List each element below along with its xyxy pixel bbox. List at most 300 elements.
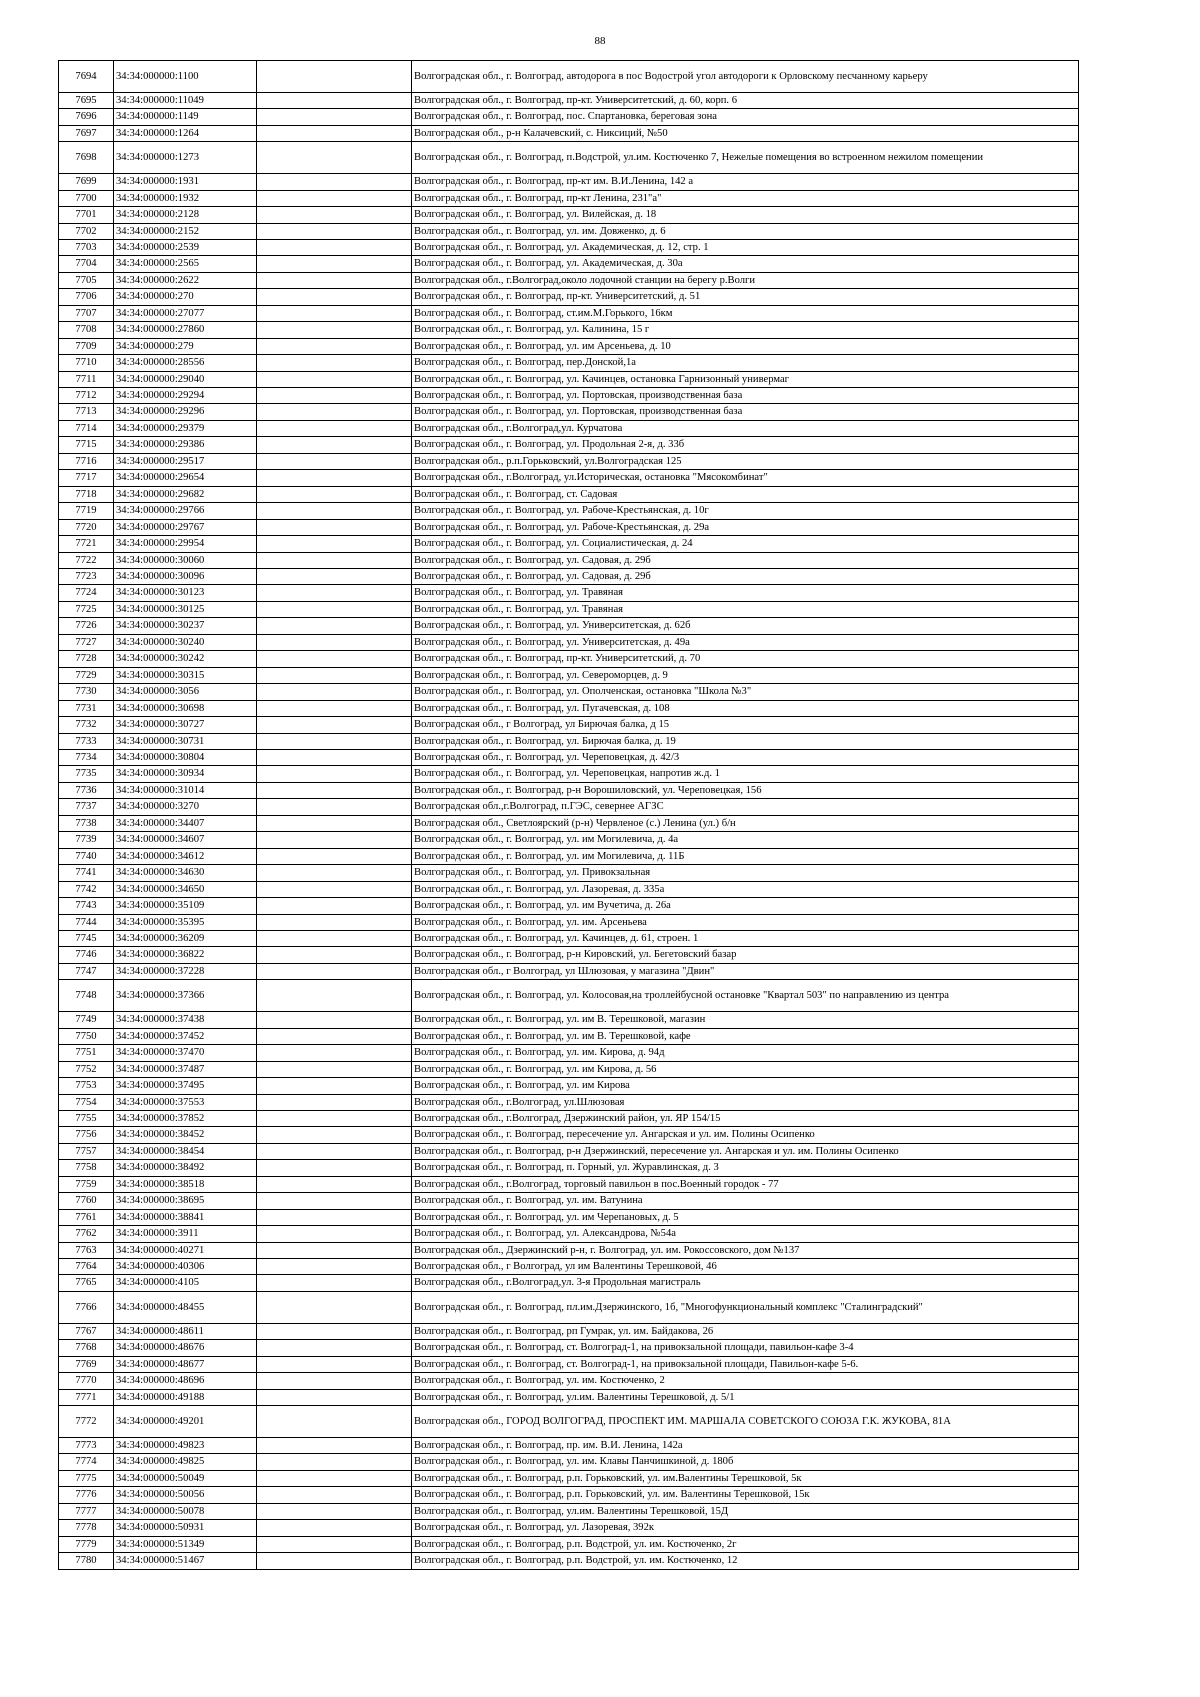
- address-cell: Волгоградская обл., г. Волгоград, ст. Волгоград-1, на привокзальной площади, Павильон-кафе 5-6.: [412, 1356, 1079, 1372]
- row-number-cell: 7736: [59, 782, 114, 798]
- table-row: [59, 125, 1079, 141]
- address-cell: Волгоградская обл., г. Волгоград, ул. им Кирова: [412, 1078, 1079, 1094]
- table-row: [59, 667, 1079, 683]
- address-cell: Волгоградская обл., г. Волгоград, пр-кт. Университетский, д. 51: [412, 289, 1079, 305]
- empty-cell: [257, 503, 412, 519]
- table-row: [59, 92, 1079, 108]
- row-number-cell: 7752: [59, 1061, 114, 1077]
- address-cell: Волгоградская обл., г. Волгоград, ул. Социалистическая, д. 24: [412, 536, 1079, 552]
- address-cell: Волгоградская обл., г. Волгоград, р.п. Водстрой, ул. им. Костюченко, 2г: [412, 1536, 1079, 1552]
- address-cell: Волгоградская обл., г. Волгоград, ул. Череповецкая, д. 42/3: [412, 750, 1079, 766]
- empty-cell: [257, 848, 412, 864]
- empty-cell: [257, 1226, 412, 1242]
- row-number-cell: 7755: [59, 1110, 114, 1126]
- table-row: [59, 1160, 1079, 1176]
- row-number-cell: 7707: [59, 305, 114, 321]
- row-number-cell: 7698: [59, 142, 114, 174]
- address-cell: Волгоградская обл., г. Волгоград, ул. Александрова, №54а: [412, 1226, 1079, 1242]
- empty-cell: [257, 898, 412, 914]
- cadastral-number-cell: 34:34:000000:1931: [114, 174, 257, 190]
- cadastral-number-cell: 34:34:000000:48611: [114, 1323, 257, 1339]
- empty-cell: [257, 142, 412, 174]
- empty-cell: [257, 684, 412, 700]
- table-row: [59, 1520, 1079, 1536]
- row-number-cell: 7764: [59, 1259, 114, 1275]
- address-cell: Волгоградская обл., г. Волгоград, ул. Лазоревая, 392к: [412, 1520, 1079, 1536]
- address-cell: Волгоградская обл., г. Волгоград, ул. им. Довженко, д. 6: [412, 223, 1079, 239]
- table-row: [59, 782, 1079, 798]
- address-cell: Волгоградская обл., г. Волгоград, ул. Травяная: [412, 585, 1079, 601]
- address-cell: Волгоградская обл., г. Волгоград, ст. Садовая: [412, 486, 1079, 502]
- cadastral-number-cell: 34:34:000000:30060: [114, 552, 257, 568]
- row-number-cell: 7715: [59, 437, 114, 453]
- table-row: [59, 109, 1079, 125]
- cadastral-number-cell: 34:34:000000:1100: [114, 61, 257, 93]
- empty-cell: [257, 585, 412, 601]
- cadastral-number-cell: 34:34:000000:30242: [114, 651, 257, 667]
- cadastral-number-cell: 34:34:000000:1149: [114, 109, 257, 125]
- empty-cell: [257, 453, 412, 469]
- cadastral-number-cell: 34:34:000000:30731: [114, 733, 257, 749]
- address-cell: Волгоградская обл., г.Волгоград,около лодочной станции на берегу р.Волги: [412, 272, 1079, 288]
- address-cell: Волгоградская обл., г Волгоград, ул Шлюзовая, у магазина "Двин": [412, 963, 1079, 979]
- empty-cell: [257, 190, 412, 206]
- row-number-cell: 7726: [59, 618, 114, 634]
- table-row: [59, 1193, 1079, 1209]
- address-cell: Волгоградская обл., г. Волгоград, пл.им.Дзержинского, 1б, "Многофункциональный комплекс "Сталинградский": [412, 1291, 1079, 1323]
- row-number-cell: 7753: [59, 1078, 114, 1094]
- empty-cell: [257, 766, 412, 782]
- address-cell: Волгоградская обл., г. Волгоград, ул. Лазоревая, д. 335а: [412, 881, 1079, 897]
- table-row: [59, 1209, 1079, 1225]
- row-number-cell: 7735: [59, 766, 114, 782]
- empty-cell: [257, 1127, 412, 1143]
- empty-cell: [257, 832, 412, 848]
- table-row: [59, 1553, 1079, 1569]
- table-row: [59, 700, 1079, 716]
- row-number-cell: 7740: [59, 848, 114, 864]
- cadastral-number-cell: 34:34:000000:48677: [114, 1356, 257, 1372]
- cadastral-number-cell: 34:34:000000:37366: [114, 980, 257, 1012]
- address-cell: Волгоградская обл., г. Волгоград, ул. им В. Терешковой, магазин: [412, 1012, 1079, 1028]
- cadastral-number-cell: 34:34:000000:37452: [114, 1028, 257, 1044]
- address-cell: Волгоградская обл., г Волгоград, ул Бирючая балка, д 15: [412, 717, 1079, 733]
- table-row: [59, 1226, 1079, 1242]
- table-row: [59, 223, 1079, 239]
- address-cell: Волгоградская обл., г. Волгоград, ул. Университетская, д. 62б: [412, 618, 1079, 634]
- table-row: [59, 585, 1079, 601]
- empty-cell: [257, 1028, 412, 1044]
- table-row: [59, 766, 1079, 782]
- row-number-cell: 7721: [59, 536, 114, 552]
- address-cell: Волгоградская обл., г. Волгоград, пер.Донской,1а: [412, 355, 1079, 371]
- row-number-cell: 7743: [59, 898, 114, 914]
- empty-cell: [257, 239, 412, 255]
- empty-cell: [257, 1323, 412, 1339]
- table-row: [59, 207, 1079, 223]
- table-row: [59, 1061, 1079, 1077]
- cadastral-number-cell: 34:34:000000:29682: [114, 486, 257, 502]
- address-cell: Волгоградская обл., г. Волгоград, ул. Калинина, 15 г: [412, 322, 1079, 338]
- empty-cell: [257, 486, 412, 502]
- cadastral-number-cell: 34:34:000000:27077: [114, 305, 257, 321]
- row-number-cell: 7771: [59, 1389, 114, 1405]
- address-cell: Волгоградская обл., г.Волгоград,ул. Курчатова: [412, 420, 1079, 436]
- address-cell: Волгоградская обл., г. Волгоград, р.п. Горьковский, ул. им. Валентины Терешковой, 15к: [412, 1487, 1079, 1503]
- table-row: [59, 453, 1079, 469]
- table-row: [59, 717, 1079, 733]
- page-number: 88: [594, 35, 606, 47]
- row-number-cell: 7745: [59, 930, 114, 946]
- row-number-cell: 7754: [59, 1094, 114, 1110]
- empty-cell: [257, 1454, 412, 1470]
- empty-cell: [257, 207, 412, 223]
- empty-cell: [257, 1340, 412, 1356]
- row-number-cell: 7739: [59, 832, 114, 848]
- address-cell: Волгоградская обл., г. Волгоград, ул. Портовская, производственная база: [412, 404, 1079, 420]
- empty-cell: [257, 1242, 412, 1258]
- empty-cell: [257, 305, 412, 321]
- row-number-cell: 7776: [59, 1487, 114, 1503]
- row-number-cell: 7695: [59, 92, 114, 108]
- table-row: [59, 142, 1079, 174]
- address-cell: Волгоградская обл., г. Волгоград, р-н Дзержинский, пересечение ул. Ангарская и ул. им. Полины Осипенко: [412, 1143, 1079, 1159]
- table-row: [59, 1143, 1079, 1159]
- table-row: [59, 1323, 1079, 1339]
- empty-cell: [257, 1503, 412, 1519]
- row-number-cell: 7705: [59, 272, 114, 288]
- cadastral-number-cell: 34:34:000000:34607: [114, 832, 257, 848]
- address-cell: Волгоградская обл., г. Волгоград, р.п. Горьковский, ул. им.Валентины Терешковой, 5к: [412, 1470, 1079, 1486]
- table-row: [59, 832, 1079, 848]
- cadastral-number-cell: 34:34:000000:40306: [114, 1259, 257, 1275]
- table-row: [59, 355, 1079, 371]
- empty-cell: [257, 1110, 412, 1126]
- cadastral-number-cell: 34:34:000000:30934: [114, 766, 257, 782]
- row-number-cell: 7702: [59, 223, 114, 239]
- address-cell: Волгоградская обл., г. Волгоград, ул. Качинцев, д. 61, строен. 1: [412, 930, 1079, 946]
- address-cell: Волгоградская обл., г.Волгоград, ул.Историческая, остановка "Мясокомбинат": [412, 470, 1079, 486]
- table-row: [59, 486, 1079, 502]
- row-number-cell: 7768: [59, 1340, 114, 1356]
- empty-cell: [257, 733, 412, 749]
- address-cell: Волгоградская обл., г. Волгоград, ул. им Черепановых, д. 5: [412, 1209, 1079, 1225]
- row-number-cell: 7751: [59, 1045, 114, 1061]
- empty-cell: [257, 980, 412, 1012]
- empty-cell: [257, 881, 412, 897]
- address-cell: Волгоградская обл., ГОРОД ВОЛГОГРАД, ПРОСПЕКТ ИМ. МАРШАЛА СОВЕТСКОГО СОЮЗА Г.К. ЖУКОВА, 81А: [412, 1406, 1079, 1438]
- row-number-cell: 7720: [59, 519, 114, 535]
- row-number-cell: 7708: [59, 322, 114, 338]
- cadastral-number-cell: 34:34:000000:51467: [114, 1553, 257, 1569]
- address-cell: Волгоградская обл., г. Волгоград, ул. Университетская, д. 49а: [412, 634, 1079, 650]
- row-number-cell: 7780: [59, 1553, 114, 1569]
- cadastral-number-cell: 34:34:000000:29296: [114, 404, 257, 420]
- cadastral-number-cell: 34:34:000000:49825: [114, 1454, 257, 1470]
- cadastral-number-cell: 34:34:000000:29517: [114, 453, 257, 469]
- row-number-cell: 7767: [59, 1323, 114, 1339]
- address-cell: Волгоградская обл., г. Волгоград, ул. Колосовая,на троллейбусной остановке "Квартал 503" по направлению из центра: [412, 980, 1079, 1012]
- table-row: [59, 733, 1079, 749]
- empty-cell: [257, 355, 412, 371]
- row-number-cell: 7727: [59, 634, 114, 650]
- cadastral-number-cell: 34:34:000000:270: [114, 289, 257, 305]
- empty-cell: [257, 1291, 412, 1323]
- address-cell: Волгоградская обл., г. Волгоград, ул. Рабоче-Крестьянская, д. 10г: [412, 503, 1079, 519]
- empty-cell: [257, 1470, 412, 1486]
- address-cell: Волгоградская обл., г. Волгоград, ул. Академическая, д. 12, стр. 1: [412, 239, 1079, 255]
- empty-cell: [257, 1406, 412, 1438]
- cadastral-number-cell: 34:34:000000:37487: [114, 1061, 257, 1077]
- table-row: [59, 305, 1079, 321]
- empty-cell: [257, 700, 412, 716]
- cadastral-number-cell: 34:34:000000:30096: [114, 569, 257, 585]
- row-number-cell: 7749: [59, 1012, 114, 1028]
- cadastral-number-cell: 34:34:000000:1264: [114, 125, 257, 141]
- row-number-cell: 7759: [59, 1176, 114, 1192]
- cadastral-number-cell: 34:34:000000:51349: [114, 1536, 257, 1552]
- row-number-cell: 7709: [59, 338, 114, 354]
- row-number-cell: 7757: [59, 1143, 114, 1159]
- row-number-cell: 7733: [59, 733, 114, 749]
- empty-cell: [257, 1536, 412, 1552]
- empty-cell: [257, 536, 412, 552]
- row-number-cell: 7724: [59, 585, 114, 601]
- cadastral-number-cell: 34:34:000000:49188: [114, 1389, 257, 1405]
- address-cell: Волгоградская обл., г. Волгоград, ул. Академическая, д. 30а: [412, 256, 1079, 272]
- address-cell: Волгоградская обл., г. Волгоград, ул. Пугачевская, д. 108: [412, 700, 1079, 716]
- table-row: [59, 1259, 1079, 1275]
- row-number-cell: 7704: [59, 256, 114, 272]
- empty-cell: [257, 404, 412, 420]
- cadastral-number-cell: 34:34:000000:38492: [114, 1160, 257, 1176]
- table-row: [59, 815, 1079, 831]
- empty-cell: [257, 601, 412, 617]
- row-number-cell: 7777: [59, 1503, 114, 1519]
- address-cell: Волгоградская обл., Светлоярский (р-н) Червленое (с.) Ленина (ул.) б/н: [412, 815, 1079, 831]
- row-number-cell: 7762: [59, 1226, 114, 1242]
- table-row: [59, 1045, 1079, 1061]
- cadastral-number-cell: 34:34:000000:30698: [114, 700, 257, 716]
- table-row: [59, 1437, 1079, 1453]
- table-row: [59, 1356, 1079, 1372]
- table-row: [59, 404, 1079, 420]
- address-cell: Волгоградская обл., г.Волгоград,ул. 3-я Продольная магистраль: [412, 1275, 1079, 1291]
- cadastral-number-cell: 34:34:000000:38695: [114, 1193, 257, 1209]
- empty-cell: [257, 914, 412, 930]
- row-number-cell: 7728: [59, 651, 114, 667]
- cadastral-number-cell: 34:34:000000:35395: [114, 914, 257, 930]
- cadastral-number-cell: 34:34:000000:30315: [114, 667, 257, 683]
- empty-cell: [257, 92, 412, 108]
- table-row: [59, 239, 1079, 255]
- table-row: [59, 470, 1079, 486]
- empty-cell: [257, 388, 412, 404]
- cadastral-number-cell: 34:34:000000:29040: [114, 371, 257, 387]
- empty-cell: [257, 1356, 412, 1372]
- cadastral-number-cell: 34:34:000000:30727: [114, 717, 257, 733]
- address-cell: Волгоградская обл., г. Волгоград, ст. Волгоград-1, на привокзальной площади, павильон-кафе 3-4: [412, 1340, 1079, 1356]
- table-row: [59, 289, 1079, 305]
- cadastral-number-cell: 34:34:000000:34407: [114, 815, 257, 831]
- table-row: [59, 272, 1079, 288]
- empty-cell: [257, 1078, 412, 1094]
- address-cell: Волгоградская обл., г. Волгоград, пр. им. В.И. Ленина, 142а: [412, 1437, 1079, 1453]
- address-cell: Волгоградская обл., г. Волгоград, р-н Кировский, ул. Бегетовский базар: [412, 947, 1079, 963]
- cadastral-number-cell: 34:34:000000:2152: [114, 223, 257, 239]
- empty-cell: [257, 125, 412, 141]
- empty-cell: [257, 289, 412, 305]
- cadastral-number-cell: 34:34:000000:2128: [114, 207, 257, 223]
- cadastral-number-cell: 34:34:000000:48455: [114, 1291, 257, 1323]
- row-number-cell: 7773: [59, 1437, 114, 1453]
- row-number-cell: 7725: [59, 601, 114, 617]
- table-row: [59, 322, 1079, 338]
- table-row: [59, 1110, 1079, 1126]
- table-row: [59, 503, 1079, 519]
- empty-cell: [257, 1045, 412, 1061]
- row-number-cell: 7761: [59, 1209, 114, 1225]
- cadastral-number-cell: 34:34:000000:49201: [114, 1406, 257, 1438]
- row-number-cell: 7742: [59, 881, 114, 897]
- table-row: [59, 947, 1079, 963]
- row-number-cell: 7696: [59, 109, 114, 125]
- empty-cell: [257, 1259, 412, 1275]
- empty-cell: [257, 338, 412, 354]
- address-cell: Волгоградская обл., г. Волгоград, ул. Ополченская, остановка "Школа №3": [412, 684, 1079, 700]
- row-number-cell: 7694: [59, 61, 114, 93]
- address-cell: Волгоградская обл., г. Волгоград, п. Горный, ул. Журавлинская, д. 3: [412, 1160, 1079, 1176]
- empty-cell: [257, 470, 412, 486]
- cadastral-number-cell: 34:34:000000:49823: [114, 1437, 257, 1453]
- table-row: [59, 1454, 1079, 1470]
- cadastral-number-cell: 34:34:000000:37852: [114, 1110, 257, 1126]
- cadastral-number-cell: 34:34:000000:48676: [114, 1340, 257, 1356]
- cadastral-number-cell: 34:34:000000:30123: [114, 585, 257, 601]
- address-cell: Волгоградская обл., г. Волгоград, ул. Садовая, д. 29б: [412, 569, 1079, 585]
- row-number-cell: 7716: [59, 453, 114, 469]
- table-row: [59, 569, 1079, 585]
- table-row: [59, 552, 1079, 568]
- cadastral-number-cell: 34:34:000000:50049: [114, 1470, 257, 1486]
- cadastral-number-cell: 34:34:000000:27860: [114, 322, 257, 338]
- cadastral-number-cell: 34:34:000000:34630: [114, 865, 257, 881]
- cadastral-number-cell: 34:34:000000:4105: [114, 1275, 257, 1291]
- table-row: [59, 980, 1079, 1012]
- cadastral-number-cell: 34:34:000000:37470: [114, 1045, 257, 1061]
- cadastral-number-cell: 34:34:000000:29654: [114, 470, 257, 486]
- row-number-cell: 7741: [59, 865, 114, 881]
- address-cell: Волгоградская обл., г. Волгоград, р-н Ворошиловский, ул. Череповецкая, 156: [412, 782, 1079, 798]
- cadastral-number-cell: 34:34:000000:3911: [114, 1226, 257, 1242]
- cadastral-number-cell: 34:34:000000:29379: [114, 420, 257, 436]
- empty-cell: [257, 1094, 412, 1110]
- table-row: [59, 799, 1079, 815]
- empty-cell: [257, 750, 412, 766]
- empty-cell: [257, 1437, 412, 1453]
- row-number-cell: 7697: [59, 125, 114, 141]
- empty-cell: [257, 667, 412, 683]
- empty-cell: [257, 109, 412, 125]
- table-row: [59, 898, 1079, 914]
- empty-cell: [257, 223, 412, 239]
- table-row: [59, 865, 1079, 881]
- cadastral-number-cell: 34:34:000000:29386: [114, 437, 257, 453]
- address-cell: Волгоградская обл., г. Волгоград, пр-кт. Университетский, д. 60, корп. 6: [412, 92, 1079, 108]
- address-cell: Волгоградская обл., г. Волгоград, автодорога в пос Водострой угол автодороги к Орловскому песчанному карьеру: [412, 61, 1079, 93]
- address-cell: Волгоградская обл., г.Волгоград, Дзержинский район, ул. ЯР 154/15: [412, 1110, 1079, 1126]
- row-number-cell: 7718: [59, 486, 114, 502]
- address-cell: Волгоградская обл., г. Волгоград, пр-кт им. В.И.Ленина, 142 а: [412, 174, 1079, 190]
- address-cell: Волгоградская обл., Дзержинский р-н, г. Волгоград, ул. им. Рокоссовского, дом №137: [412, 1242, 1079, 1258]
- row-number-cell: 7723: [59, 569, 114, 585]
- address-cell: Волгоградская обл., г. Волгоград, ул. Садовая, д. 29б: [412, 552, 1079, 568]
- table-row: [59, 848, 1079, 864]
- table-row: [59, 1291, 1079, 1323]
- address-cell: Волгоградская обл., г. Волгоград, рп Гумрак, ул. им. Байдакова, 26: [412, 1323, 1079, 1339]
- address-cell: Волгоградская обл., г. Волгоград, р.п. Водстрой, ул. им. Костюченко, 12: [412, 1553, 1079, 1569]
- address-cell: Волгоградская обл., г. Волгоград, ул. им Могилевича, д. 11Б: [412, 848, 1079, 864]
- row-number-cell: 7766: [59, 1291, 114, 1323]
- table-row: [59, 1176, 1079, 1192]
- empty-cell: [257, 569, 412, 585]
- address-cell: Волгоградская обл., г. Волгоград, пос. Спартановка, береговая зона: [412, 109, 1079, 125]
- cadastral-number-cell: 34:34:000000:30240: [114, 634, 257, 650]
- table-row: [59, 519, 1079, 535]
- address-cell: Волгоградская обл., г. Волгоград, ул. им Кирова, д. 56: [412, 1061, 1079, 1077]
- row-number-cell: 7731: [59, 700, 114, 716]
- cadastral-number-cell: 34:34:000000:2622: [114, 272, 257, 288]
- table-row: [59, 388, 1079, 404]
- row-number-cell: 7714: [59, 420, 114, 436]
- row-number-cell: 7700: [59, 190, 114, 206]
- row-number-cell: 7758: [59, 1160, 114, 1176]
- empty-cell: [257, 420, 412, 436]
- empty-cell: [257, 552, 412, 568]
- address-cell: Волгоградская обл., г. Волгоград, ул. им Арсеньева, д. 10: [412, 338, 1079, 354]
- table-row: [59, 1389, 1079, 1405]
- cadastral-number-cell: 34:34:000000:36209: [114, 930, 257, 946]
- row-number-cell: 7769: [59, 1356, 114, 1372]
- row-number-cell: 7729: [59, 667, 114, 683]
- row-number-cell: 7747: [59, 963, 114, 979]
- empty-cell: [257, 1061, 412, 1077]
- address-cell: Волгоградская обл., г. Волгоград, ул. Продольная 2-я, д. 33б: [412, 437, 1079, 453]
- table-row: [59, 338, 1079, 354]
- cadastral-number-cell: 34:34:000000:50078: [114, 1503, 257, 1519]
- row-number-cell: 7701: [59, 207, 114, 223]
- address-cell: Волгоградская обл., г. Волгоград, ул. Череповецкая, напротив ж.д. 1: [412, 766, 1079, 782]
- empty-cell: [257, 865, 412, 881]
- cadastral-number-cell: 34:34:000000:30237: [114, 618, 257, 634]
- address-cell: Волгоградская обл., г. Волгоград, п.Водстрой, ул.им. Костюченко 7, Нежелые помещения во встроенном нежилом помещении: [412, 142, 1079, 174]
- cadastral-number-cell: 34:34:000000:37495: [114, 1078, 257, 1094]
- address-cell: Волгоградская обл., р.п.Горьковский, ул.Волгоградская 125: [412, 453, 1079, 469]
- empty-cell: [257, 618, 412, 634]
- table-row: [59, 651, 1079, 667]
- empty-cell: [257, 371, 412, 387]
- empty-cell: [257, 437, 412, 453]
- row-number-cell: 7770: [59, 1373, 114, 1389]
- address-cell: Волгоградская обл., г. Волгоград, ул. им. Кирова, д. 94д: [412, 1045, 1079, 1061]
- table-row: [59, 601, 1079, 617]
- table-row: [59, 1503, 1079, 1519]
- table-row: [59, 61, 1079, 93]
- cadastral-number-cell: 34:34:000000:31014: [114, 782, 257, 798]
- cadastral-number-cell: 34:34:000000:38841: [114, 1209, 257, 1225]
- cadastral-number-cell: 34:34:000000:11049: [114, 92, 257, 108]
- address-cell: Волгоградская обл., г. Волгоград, ул. им Вучетича, д. 26а: [412, 898, 1079, 914]
